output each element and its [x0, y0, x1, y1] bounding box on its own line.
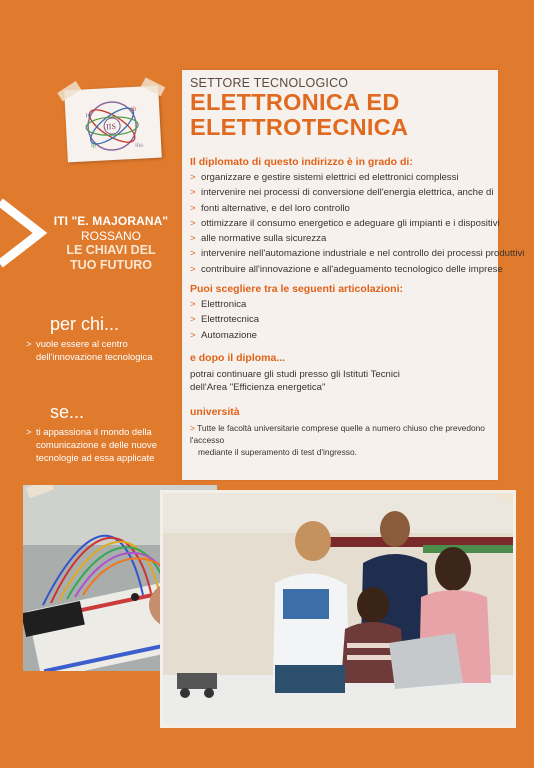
university-heading: università [190, 406, 240, 418]
if-title: se... [50, 402, 85, 422]
branches-heading: Puoi scegliere tra le seguenti articolazioni: [190, 283, 403, 295]
after-heading: e dopo il diploma... [190, 352, 286, 364]
list-item: > ottimizzare il consumo energetico e adeguare gli impianti e i dispositivi [190, 217, 500, 229]
school-logo-icon [64, 86, 162, 163]
branches-list [190, 297, 259, 343]
if-line3: tecnologie ad essa applicate [36, 452, 155, 463]
svg-text:Ip: Ip [90, 142, 97, 150]
school-keys-line1: LE CHIAVI DEL [66, 243, 156, 257]
school-block [52, 214, 170, 273]
school-city: ROSSANO [80, 229, 141, 243]
school-keys-line2: TUO FUTURO [70, 258, 152, 272]
school-logo-card [64, 86, 162, 163]
for-who-title: per chi... [50, 314, 120, 334]
title-line2: ELETTROTECNICA [190, 114, 409, 140]
bullet-arrow-icon: > [26, 338, 32, 349]
title-line1: ELETTRONICA ED [190, 89, 400, 115]
skills-list [190, 170, 524, 277]
bullet-arrow-icon: > [26, 426, 32, 437]
university-text: > Tutte le facoltà universitarie comprese quelle a numero chiuso che prevedono l'accesso mediante il superamento di test d'ingresso. [190, 423, 485, 457]
for-who-line2: dell'innovazione tecnologica [36, 351, 153, 362]
list-item: > fonti alternative, e del loro controllo [190, 202, 350, 214]
school-name: ITI "E. MAJORANA" [53, 214, 169, 228]
if-text [26, 425, 186, 464]
list-item: > Automazione [190, 329, 257, 341]
for-who-line1: vuole essere al centro [36, 338, 128, 349]
page-title [190, 90, 490, 140]
after-text: potrai continuare gli studi presso gli Istituti Tecnici dell'Area "Efficienza energetica" [190, 369, 400, 393]
list-item: > Elettrotecnica [190, 314, 260, 326]
list-item: > intervenire nei processi di conversione dell'energia elettrica, anche di [190, 187, 494, 199]
for-who-text [26, 337, 186, 363]
list-item: > organizzare e gestire sistemi elettrici ed elettronici complessi [190, 172, 459, 183]
list-item: > intervenire nell'automazione industriale e nel controllo dei processi produttivi [190, 248, 525, 260]
chevron-right-icon [0, 198, 48, 268]
logo-text: IIS [105, 121, 117, 132]
svg-text:ilia: ilia [135, 142, 143, 149]
if-line1: ti appassiona il mondo della [36, 426, 152, 437]
if-line2: comunicazione e delle nuove [36, 439, 157, 450]
skills-heading: Il diplomato di questo indirizzo è in grado di: [190, 156, 413, 168]
svg-text:Itt: Itt [85, 113, 92, 120]
info-panel [182, 70, 525, 480]
svg-text:lfi: lfi [131, 106, 137, 114]
students-illustration [163, 493, 513, 725]
list-item: > Elettronica [190, 299, 247, 310]
sector-label: SETTORE TECNOLOGICO [190, 76, 349, 90]
list-item: > alle normative sulla sicurezza [190, 233, 327, 245]
students-photo [160, 490, 516, 728]
list-item: > contribuire all'innovazione e all'adeguamento tecnologico delle imprese [190, 263, 503, 275]
